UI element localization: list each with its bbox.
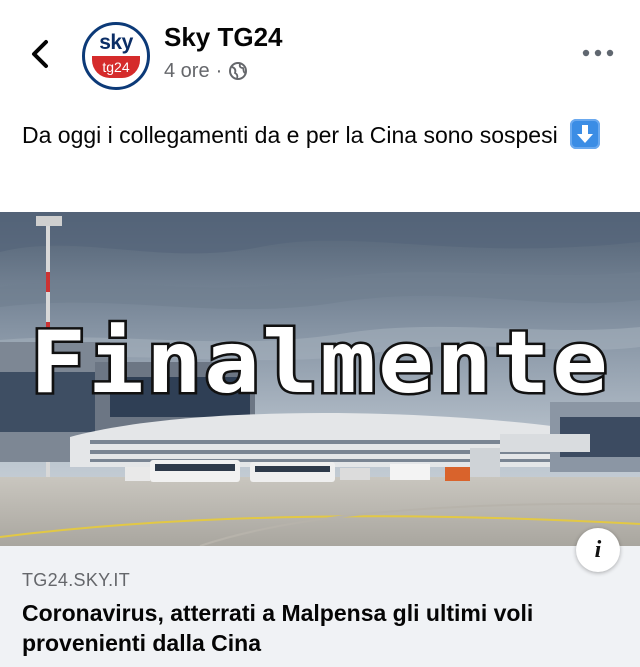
info-icon: i — [594, 536, 602, 563]
more-options-button[interactable] — [578, 40, 618, 66]
photo-overlay-text: Finalmente — [30, 313, 610, 413]
globe-icon — [228, 61, 248, 81]
info-button[interactable] — [576, 528, 620, 572]
post-header — [0, 0, 640, 105]
page-name[interactable]: Sky TG24 — [164, 22, 283, 52]
more-options-icon — [578, 40, 618, 66]
meta-separator: · — [215, 59, 223, 82]
link-domain: TG24.SKY.IT — [22, 570, 131, 590]
avatar-top-text: sky — [99, 31, 133, 54]
post-text-content: Da oggi i collegamenti da e per la Cina sono sospesi — [22, 122, 558, 148]
back-arrow-icon — [26, 36, 56, 72]
link-headline[interactable]: Coronavirus, atterrati a Malpensa gli ultimi voli provenienti dalla Cina — [22, 600, 534, 656]
avatar[interactable] — [82, 22, 150, 90]
post-time[interactable]: 4 ore — [164, 59, 210, 82]
down-arrow-emoji-icon — [570, 119, 600, 149]
post-text — [22, 112, 622, 158]
airport-photo — [0, 212, 640, 546]
post-photo[interactable] — [0, 212, 640, 546]
post-meta — [164, 60, 248, 82]
back-button[interactable] — [26, 36, 56, 72]
link-preview[interactable] — [0, 546, 640, 667]
avatar-bottom-text: tg24 — [92, 56, 140, 78]
